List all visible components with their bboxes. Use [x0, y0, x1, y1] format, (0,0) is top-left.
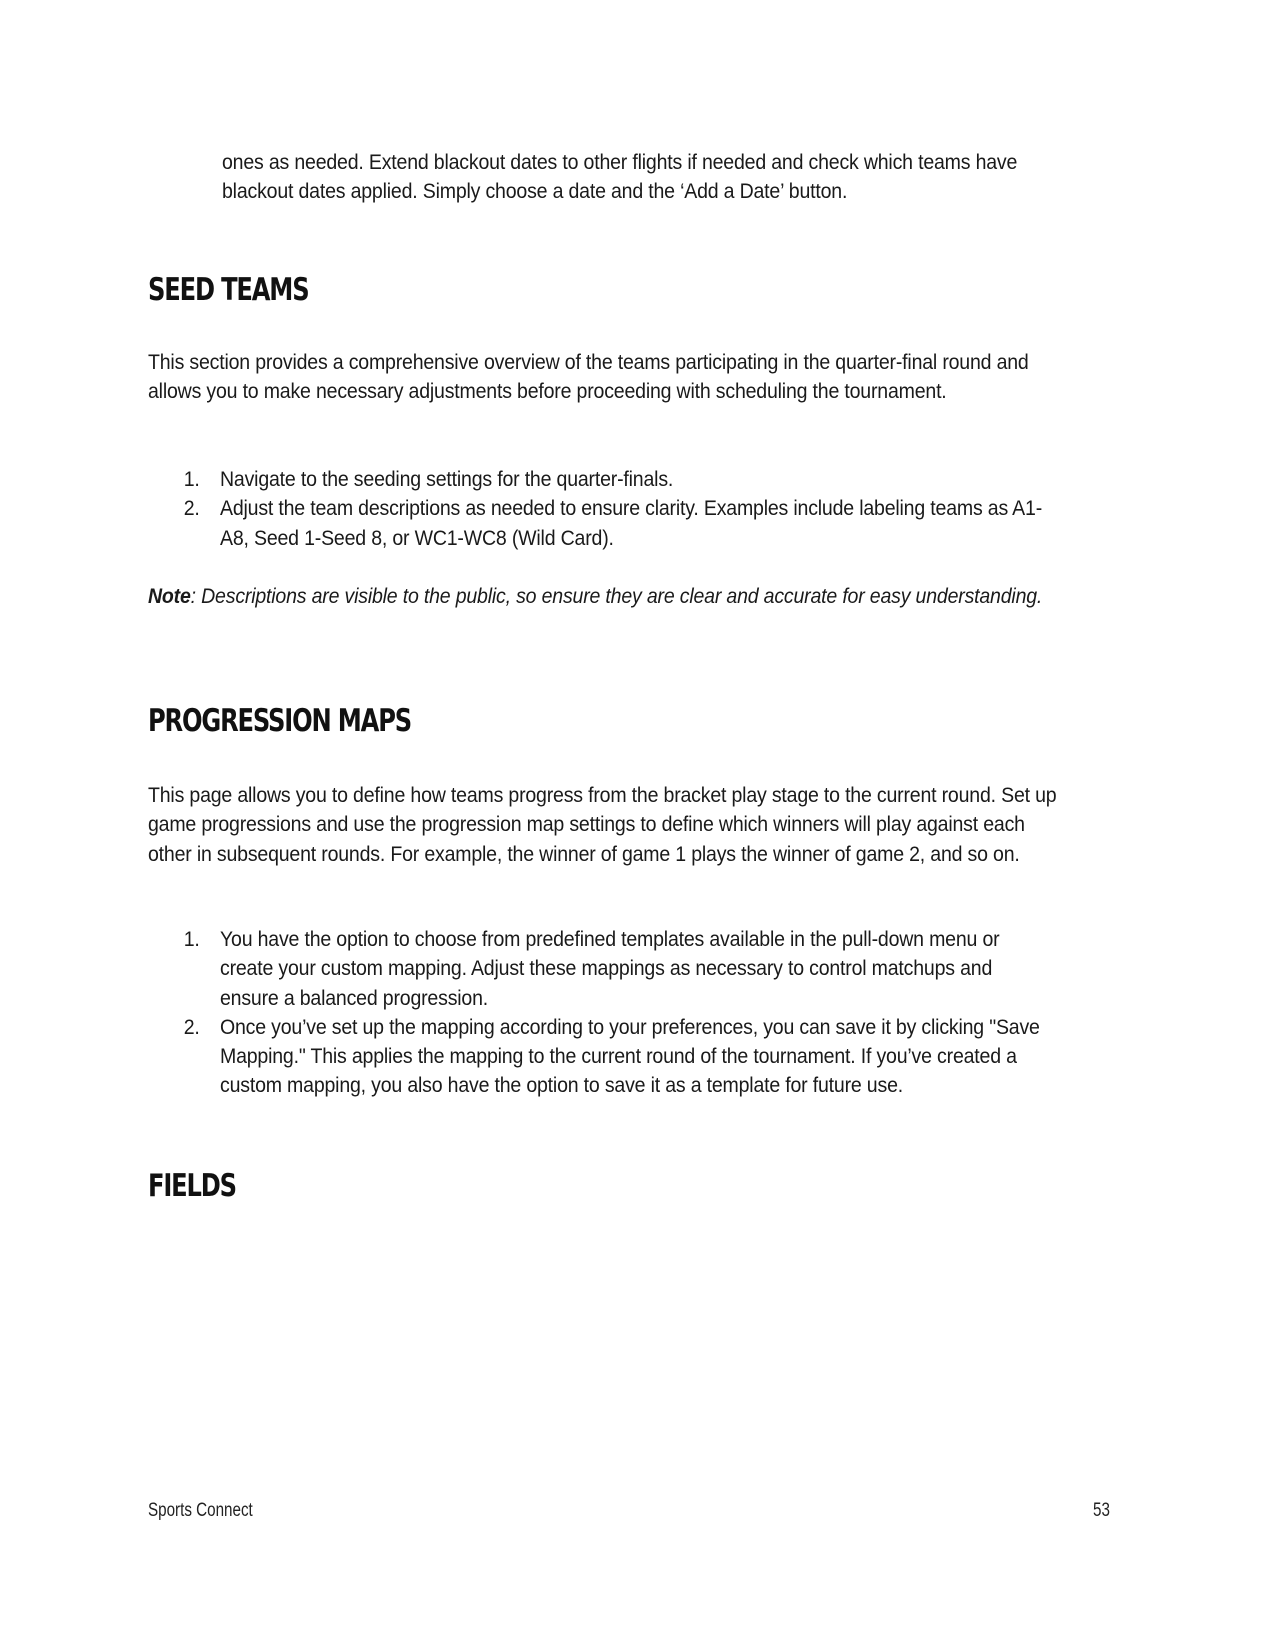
- list-text: Navigate to the seeding settings for the quarter-finals.: [219, 468, 674, 491]
- note-label: Note: [148, 585, 191, 608]
- list-number: 1.: [183, 928, 200, 951]
- intro-continuation-paragraph: ones as needed. Extend blackout dates to other flights if needed and check which teams have blackout dates applied. Simply choose a date and the ‘Add a Date’ button.: [222, 151, 1018, 204]
- footer-page-number: 53: [1093, 1500, 1110, 1521]
- footer-brand: Sports Connect: [148, 1500, 253, 1521]
- list-text: Adjust the team descriptions as needed to ensure clarity. Examples include labeling teams as A1-A8, Seed 1-Seed 8, or WC1-WC8 (Wild Card).: [219, 497, 1043, 550]
- list-number: 2.: [183, 497, 200, 521]
- list-item: [180, 925, 1054, 1013]
- note-text: : Descriptions are visible to the public, so ensure they are clear and accurate for easy understanding.: [190, 585, 1043, 608]
- seed-teams-paragraph: This section provides a comprehensive overview of the teams participating in the quarter-final round and allows you to make necessary adjustments before proceeding with scheduling the tournament.: [148, 351, 1029, 404]
- list-item: [180, 494, 1054, 553]
- list-number: 2.: [183, 1015, 200, 1039]
- list-text: Once you’ve set up the mapping according to your preferences, you can save it by clicking "Save Mapping." This applies the mapping to the current round of the tournament. If you’ve created a custom mapping, you also have the option to save it as a template for future use.: [219, 1015, 1040, 1098]
- list-item: [180, 465, 1054, 494]
- list-item: [180, 1013, 1054, 1101]
- section-heading-seed-teams: SEED TEAMS: [148, 272, 309, 308]
- section-heading-fields: FIELDS: [148, 1168, 236, 1204]
- seed-teams-steps: [180, 465, 1054, 553]
- list-number: 1.: [183, 468, 200, 491]
- section-heading-progression-maps: PROGRESSION MAPS: [148, 703, 412, 739]
- progression-maps-steps: [180, 925, 1054, 1101]
- progression-maps-paragraph: This page allows you to define how teams progress from the bracket play stage to the current round. Set up game progressions and use the progression map settings to define which winners will play against each other in subsequent rounds. For example, the winner of game 1 plays the winner of game 2, and so on.: [148, 784, 1057, 866]
- seed-teams-note: [148, 582, 1059, 611]
- list-text: You have the option to choose from predefined templates available in the pull-down menu or create your custom mapping. Adjust these mappings as necessary to control matchups and ensure a balanced progression.: [219, 928, 1000, 1010]
